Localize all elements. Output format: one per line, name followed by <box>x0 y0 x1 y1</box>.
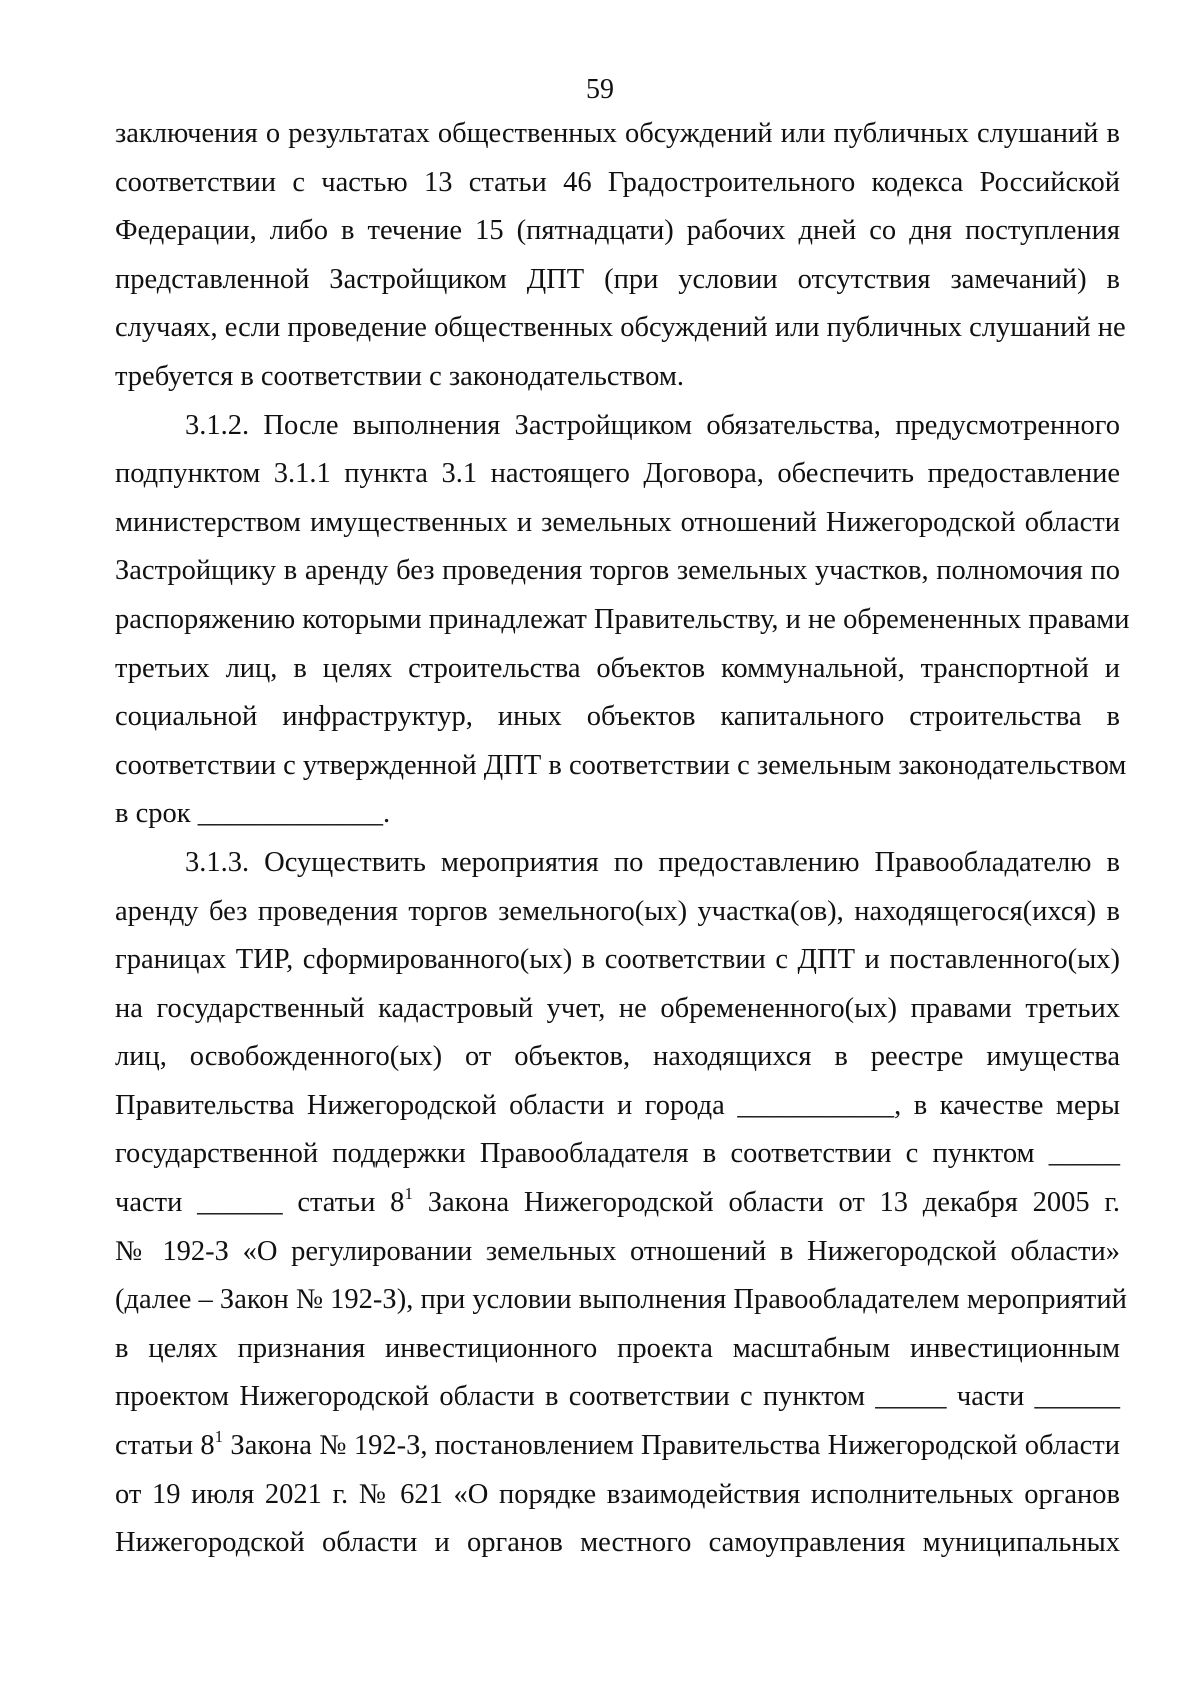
text-line: соответствии с частью 13 статьи 46 Градостроительного кодекса Российской <box>115 166 1120 198</box>
text-line: Нижегородской области и органов местного самоуправления муниципальных <box>115 1527 1120 1559</box>
text-line: требуется в соответствии с законодательством. <box>115 360 685 392</box>
text-line: министерством имущественных и земельных отношений Нижегородской области <box>115 506 1120 538</box>
paragraph-heading-line: 3.1.3. Осуществить мероприятия по предоставлению Правообладателю в <box>185 846 1120 878</box>
text-line: Правительства Нижегородской области и города ___________, в качестве меры <box>115 1089 1120 1121</box>
text-line: № 192-З «О регулировании земельных отношений в Нижегородской области» <box>115 1235 1120 1267</box>
text-line: Застройщику в аренду без проведения торгов земельных участков, полномочия по <box>115 555 1120 587</box>
text-line: представленной Застройщиком ДПТ (при условии отсутствия замечаний) в <box>115 263 1120 295</box>
text-line: распоряжению которыми принадлежат Правительству, и не обремененных правами <box>115 603 1130 635</box>
text-fragment: части ______ статьи 8 <box>115 1187 405 1219</box>
text-line: заключения о результатах общественных обсуждений или публичных слушаний в <box>115 118 1120 149</box>
text-line: аренду без проведения торгов земельного(ых) участка(ов), находящегося(ихся) в <box>115 895 1120 927</box>
text-fragment: Закона Нижегородской области от 13 декабря 2005 г. <box>412 1187 1120 1219</box>
text-line: подпунктом 3.1.1 пункта 3.1 настоящего Договора, обеспечить предоставление <box>115 458 1120 490</box>
superscript: 1 <box>214 1426 224 1446</box>
text-line: третьих лиц, в целях строительства объектов коммунальной, транспортной и <box>115 652 1120 684</box>
paragraph-heading-line: 3.1.2. После выполнения Застройщиком обязательства, предусмотренного <box>185 409 1120 441</box>
text-line: (далее – Закон № 192-З), при условии выполнения Правообладателем мероприятий <box>115 1284 1127 1316</box>
text-line: соответствии с утвержденной ДПТ в соответствии с земельным законодательством <box>115 749 1127 781</box>
superscript: 1 <box>404 1183 413 1203</box>
text-line: от 19 июля 2021 г. № 621 «О порядке взаимодействия исполнительных органов <box>115 1478 1120 1510</box>
page-number: 59 <box>586 74 614 105</box>
text-line-with-superscript <box>115 1179 1120 1228</box>
text-line: государственной поддержки Правообладателя в соответствии с пунктом _____ <box>115 1138 1120 1170</box>
text-line: в целях признания инвестиционного проекта масштабным инвестиционным <box>115 1332 1120 1364</box>
text-line: границах ТИР, сформированного(ых) в соответствии с ДПТ и поставленного(ых) <box>115 944 1120 976</box>
text-line: социальной инфраструктур, иных объектов капитального строительства в <box>115 701 1120 733</box>
text-fragment: статьи 8 <box>115 1430 215 1462</box>
text-line: на государственный кадастровый учет, не обремененного(ых) правами третьих <box>115 992 1120 1024</box>
text-fragment: Закона № 192-З, постановлением Правительства Нижегородской области <box>223 1430 1120 1462</box>
text-line: лиц, освобожденного(ых) от объектов, находящихся в реестре имущества <box>115 1041 1120 1073</box>
text-line: Федерации, либо в течение 15 (пятнадцати) рабочих дней со дня поступления <box>115 215 1120 247</box>
text-line: проектом Нижегородской области в соответствии с пунктом _____ части ______ <box>115 1381 1120 1413</box>
text-line: случаях, если проведение общественных обсуждений или публичных слушаний не <box>115 312 1126 344</box>
text-line: в срок _____________. <box>115 798 391 830</box>
text-line-with-superscript <box>115 1422 1120 1471</box>
body-text <box>115 110 1130 1568</box>
